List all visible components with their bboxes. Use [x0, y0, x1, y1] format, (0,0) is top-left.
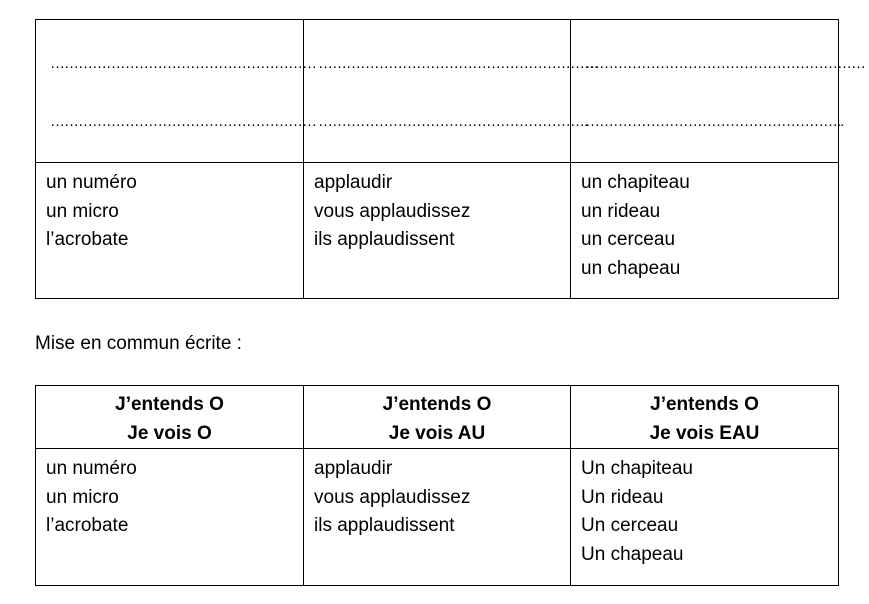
- header-cell-2: [304, 386, 571, 449]
- word-item: Un cerceau: [581, 515, 679, 536]
- word-item: un numéro: [46, 172, 137, 193]
- word-item: un micro: [46, 486, 119, 508]
- dotted-line: …………………………………………………: [50, 55, 316, 72]
- word-item: l’acrobate: [46, 515, 129, 536]
- word-item: ils applaudissent: [314, 229, 455, 250]
- header-line: Je vois AU: [388, 422, 486, 444]
- header-line: J’entends O: [115, 394, 224, 415]
- blank-header-row: [36, 20, 839, 163]
- word-cell-2: [304, 163, 571, 299]
- exercise-table: [35, 19, 865, 299]
- word-item: Un chapiteau: [581, 458, 693, 479]
- dotted-line: …………………………………………………: [50, 113, 316, 130]
- header-line: J’entends O: [650, 394, 759, 415]
- word-item: un chapiteau: [581, 172, 690, 193]
- header-cell-3: [571, 386, 839, 449]
- header-row: [36, 386, 839, 449]
- word-item: vous applaudissez: [314, 200, 471, 222]
- instruction-text: Mise en commun écrite :: [35, 333, 242, 354]
- word-item: Un rideau: [581, 486, 664, 508]
- word-cell-3: [571, 449, 839, 586]
- word-item: un numéro: [46, 458, 137, 479]
- dotted-line: ………………………………………………..: [585, 113, 844, 130]
- correction-table: [35, 385, 839, 586]
- word-item: applaudir: [314, 458, 393, 479]
- header-cell-1: [36, 386, 304, 449]
- dotted-line: ……………………………………………………: [318, 55, 598, 72]
- header-line: Je vois EAU: [649, 422, 760, 444]
- header-line: Je vois O: [127, 422, 212, 444]
- word-item: ils applaudissent: [314, 515, 455, 536]
- header-line: J’entends O: [382, 394, 492, 415]
- word-cell-3: [571, 163, 839, 299]
- word-item: Un chapeau: [581, 543, 684, 565]
- word-item: l’acrobate: [46, 229, 129, 250]
- word-item: un micro: [46, 200, 119, 222]
- word-item: un chapeau: [581, 257, 681, 279]
- word-item: un cerceau: [581, 229, 676, 250]
- dotted-line: ……………………………………………………: [585, 55, 865, 72]
- word-row: [36, 449, 839, 586]
- word-item: un rideau: [581, 200, 661, 222]
- word-cell-1: [36, 163, 304, 299]
- blank-cell-3: [571, 20, 865, 163]
- dotted-line: ………………………………………………….: [318, 113, 588, 130]
- blank-cell-1: [36, 20, 316, 163]
- word-row: [36, 163, 839, 299]
- word-cell-1: [36, 449, 304, 586]
- blank-cell-2: [304, 20, 598, 163]
- word-cell-2: [304, 449, 571, 586]
- word-item: vous applaudissez: [314, 486, 471, 508]
- word-item: applaudir: [314, 172, 393, 193]
